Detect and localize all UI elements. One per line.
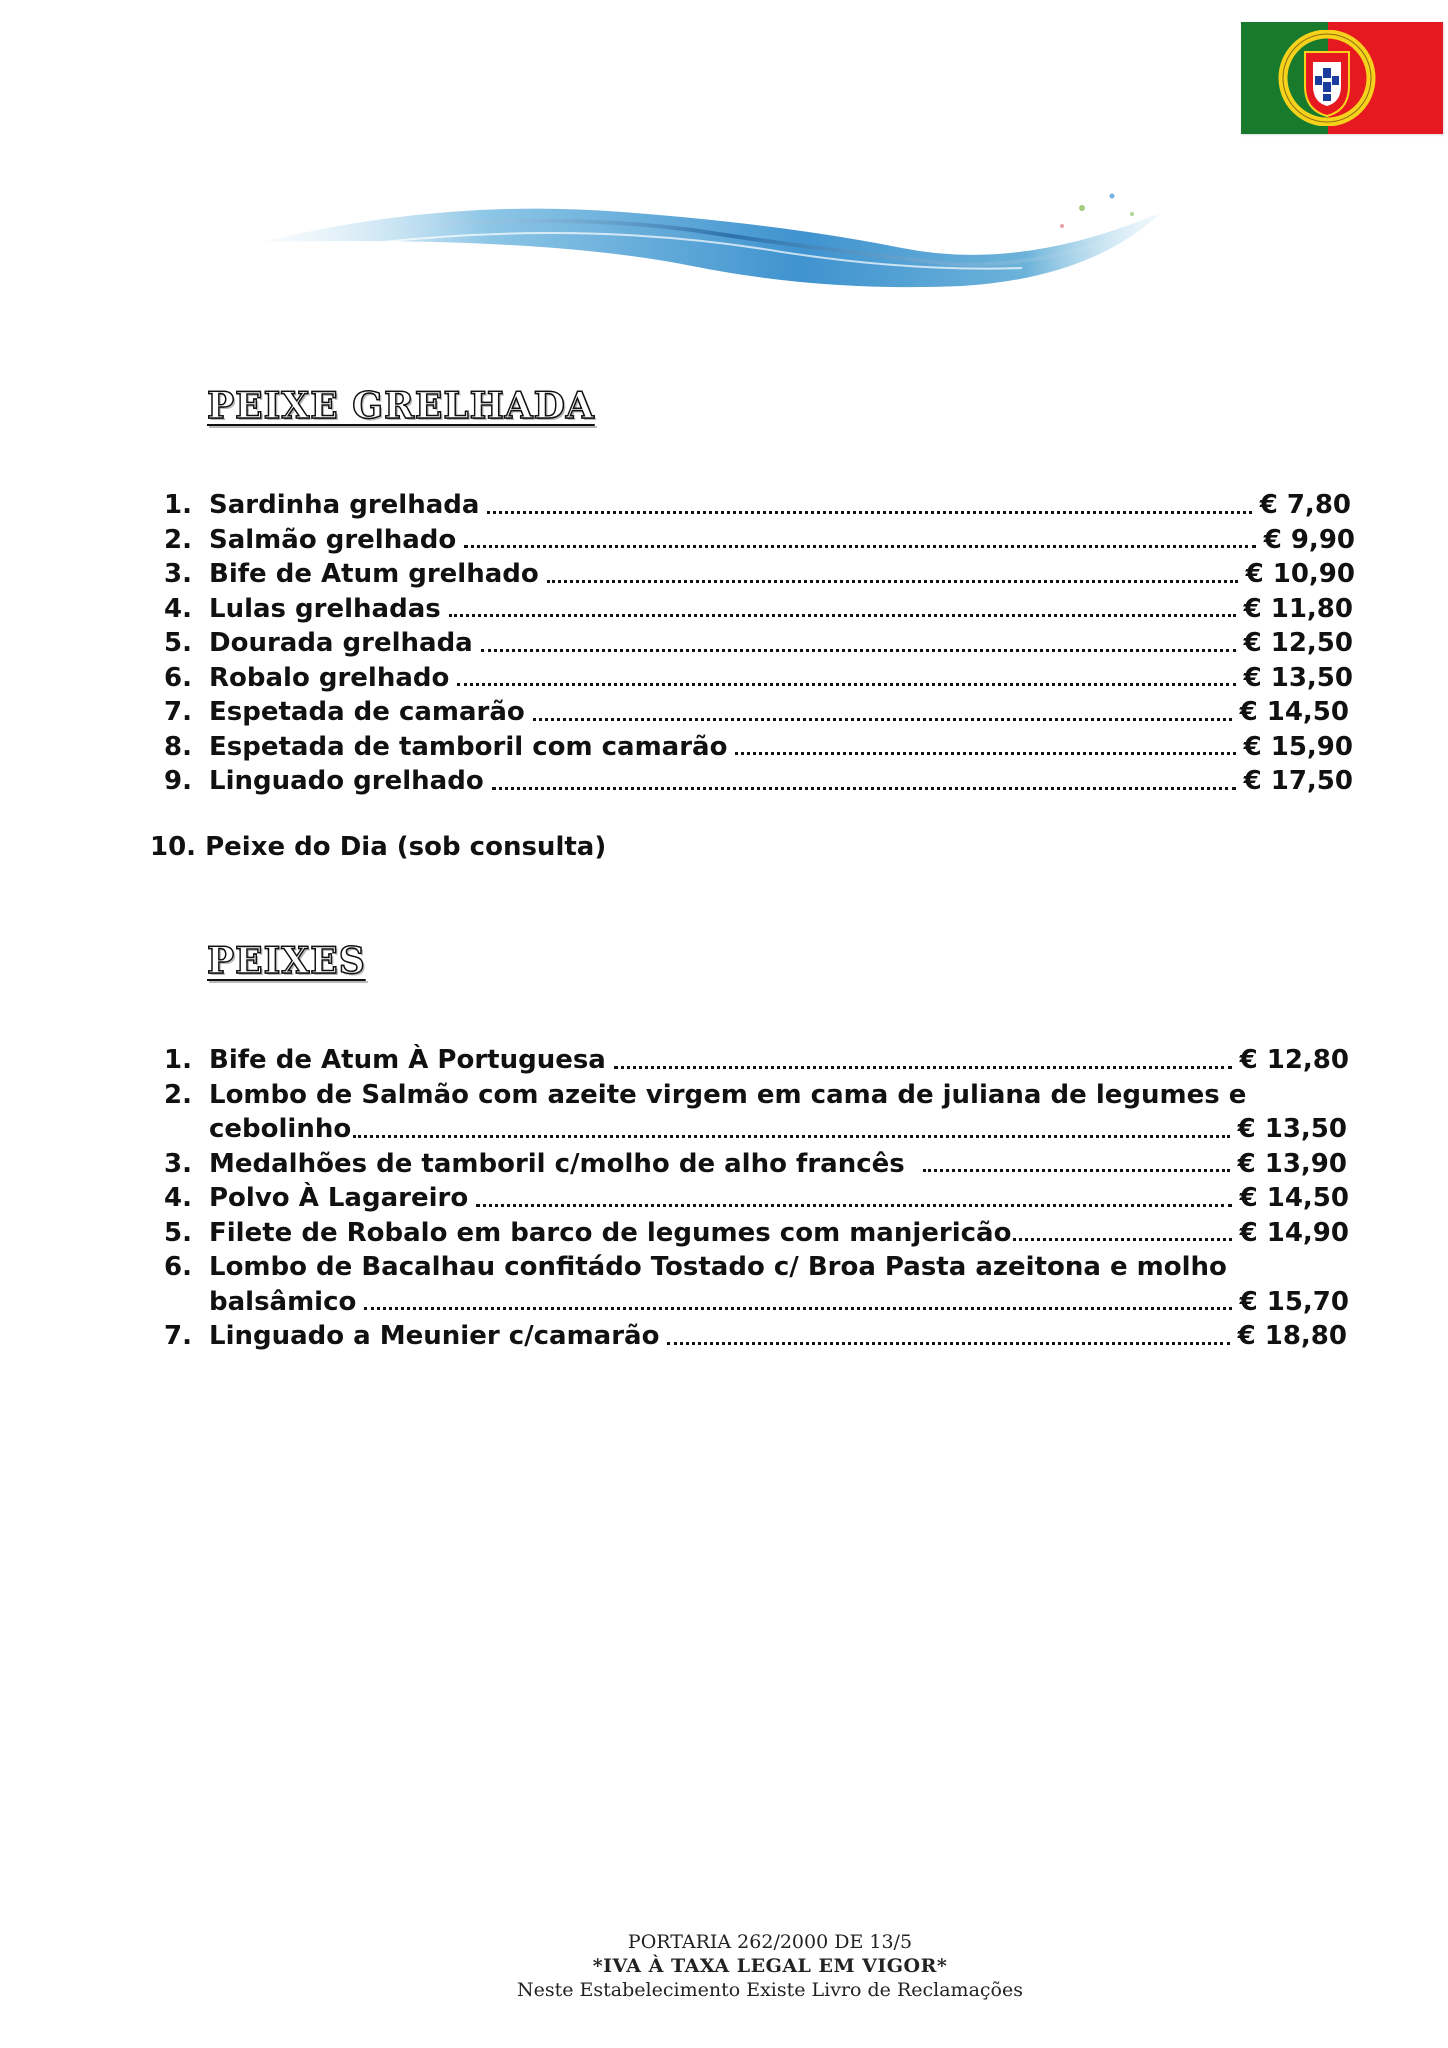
footer-portaria: PORTARIA 262/2000 DE 13/5 bbox=[627, 1931, 913, 1953]
special-item-peixe-do-dia: 10. Peixe do Dia (sob consulta) bbox=[150, 832, 607, 862]
item-number: 4. bbox=[164, 593, 192, 624]
dot-leader bbox=[547, 572, 1238, 583]
menu-item bbox=[0, 730, 1448, 765]
menu-item bbox=[0, 1078, 1448, 1147]
menu-item bbox=[0, 1319, 1448, 1354]
blue-wave-icon bbox=[262, 168, 1202, 328]
item-number: 8. bbox=[164, 731, 192, 762]
item-name-line1: Lombo de Bacalhau confitádo Tostado c/ Broa Pasta azeitona e molho bbox=[209, 1252, 1227, 1282]
footer-iva-notice: *IVA À TAXA LEGAL EM VIGOR* bbox=[592, 1955, 948, 1977]
item-number: 7. bbox=[164, 1321, 192, 1351]
item-number: 1. bbox=[164, 490, 192, 520]
item-name: Filete de Robalo em barco de legumes com manjericão bbox=[209, 1217, 1012, 1248]
item-number: 9. bbox=[164, 766, 192, 796]
footer-complaints-book: Neste Estabelecimento Existe Livro de Reclamações bbox=[517, 1979, 1023, 2001]
section-title-peixes: PEIXES bbox=[207, 940, 366, 982]
dot-leader bbox=[492, 779, 1236, 790]
item-name: balsâmico bbox=[209, 1286, 357, 1317]
item-number: 4. bbox=[164, 1183, 192, 1213]
item-price: € 13,50 bbox=[1243, 662, 1353, 693]
item-price: € 17,50 bbox=[1243, 766, 1353, 796]
dot-leader bbox=[464, 537, 1255, 548]
menu-item bbox=[0, 764, 1448, 799]
portugal-flag-icon bbox=[1241, 22, 1443, 134]
menu-list-peixe-grelhada bbox=[0, 488, 1448, 799]
menu-item bbox=[0, 626, 1448, 661]
dot-leader bbox=[449, 606, 1236, 617]
item-name-line1: Lombo de Salmão com azeite virgem em cama de juliana de legumes e bbox=[209, 1079, 1247, 1110]
item-number: 1. bbox=[164, 1045, 192, 1075]
item-price: € 13,50 bbox=[1237, 1114, 1347, 1144]
menu-item bbox=[0, 695, 1448, 730]
dot-leader bbox=[353, 1127, 1229, 1138]
item-price: € 9,90 bbox=[1263, 524, 1355, 555]
item-number: 2. bbox=[164, 524, 192, 555]
item-price: € 13,90 bbox=[1237, 1148, 1347, 1179]
menu-list-peixes bbox=[0, 1043, 1448, 1354]
item-name: Bife de Atum À Portuguesa bbox=[209, 1045, 606, 1075]
item-name: Sardinha grelhada bbox=[209, 490, 480, 520]
menu-item bbox=[0, 488, 1448, 523]
item-name: Dourada grelhada bbox=[209, 628, 473, 658]
menu-item bbox=[0, 523, 1448, 558]
menu-item bbox=[0, 1250, 1448, 1319]
item-name: Polvo À Lagareiro bbox=[209, 1183, 469, 1213]
dot-leader bbox=[457, 675, 1235, 686]
dot-leader bbox=[614, 1058, 1232, 1069]
menu-item bbox=[0, 1147, 1448, 1182]
menu-item bbox=[0, 1216, 1448, 1251]
item-price: € 15,90 bbox=[1243, 731, 1353, 762]
item-name: Lulas grelhadas bbox=[209, 593, 441, 624]
item-name: Bife de Atum grelhado bbox=[209, 559, 539, 589]
item-price: € 7,80 bbox=[1259, 490, 1351, 520]
item-name: Linguado a Meunier c/camarão bbox=[209, 1321, 660, 1351]
section-title-peixe-grelhada: PEIXE GRELHADA bbox=[207, 385, 595, 427]
item-price: € 18,80 bbox=[1237, 1321, 1347, 1351]
item-number: 7. bbox=[164, 697, 192, 727]
item-name: Salmão grelhado bbox=[209, 524, 457, 555]
item-number: 3. bbox=[164, 559, 192, 589]
menu-item bbox=[0, 661, 1448, 696]
item-price: € 11,80 bbox=[1243, 593, 1353, 624]
menu-item bbox=[0, 557, 1448, 592]
item-name: Robalo grelhado bbox=[209, 662, 450, 693]
item-number: 6. bbox=[164, 662, 192, 693]
dot-leader bbox=[487, 503, 1251, 514]
item-name: Espetada de camarão bbox=[209, 697, 525, 727]
item-name: Espetada de tamboril com camarão bbox=[209, 731, 728, 762]
dot-leader bbox=[364, 1299, 1231, 1310]
dot-leader bbox=[667, 1334, 1229, 1345]
dot-leader bbox=[735, 744, 1235, 755]
item-price: € 10,90 bbox=[1245, 559, 1355, 589]
item-number: 5. bbox=[164, 1217, 192, 1248]
item-price: € 14,90 bbox=[1239, 1217, 1349, 1248]
item-price: € 12,80 bbox=[1239, 1045, 1349, 1075]
item-name: Linguado grelhado bbox=[209, 766, 484, 796]
item-number: 3. bbox=[164, 1148, 192, 1179]
item-price: € 12,50 bbox=[1243, 628, 1353, 658]
item-price: € 15,70 bbox=[1239, 1286, 1349, 1317]
dot-leader bbox=[1013, 1230, 1231, 1241]
dot-leader bbox=[481, 641, 1236, 652]
item-price: € 14,50 bbox=[1239, 697, 1349, 727]
item-name: Medalhões de tamboril c/molho de alho francês bbox=[209, 1148, 905, 1179]
legal-footer bbox=[0, 1930, 1448, 2002]
menu-item bbox=[0, 1043, 1448, 1078]
dot-leader bbox=[533, 710, 1232, 721]
coat-of-arms-icon bbox=[1277, 30, 1377, 126]
menu-item bbox=[0, 1181, 1448, 1216]
item-number: 2. bbox=[164, 1079, 192, 1110]
item-price: € 14,50 bbox=[1239, 1183, 1349, 1213]
item-name: cebolinho bbox=[209, 1114, 352, 1144]
menu-item bbox=[0, 592, 1448, 627]
item-number: 6. bbox=[164, 1252, 192, 1282]
item-number: 5. bbox=[164, 628, 192, 658]
dot-leader bbox=[476, 1196, 1231, 1207]
dot-leader bbox=[923, 1161, 1230, 1172]
